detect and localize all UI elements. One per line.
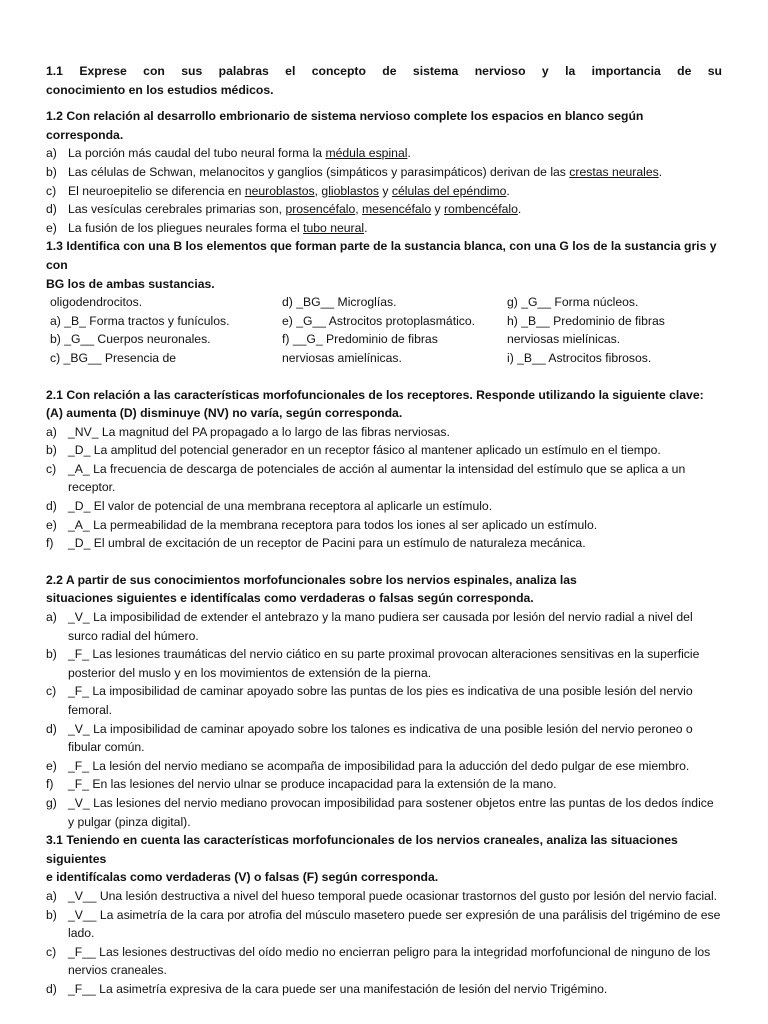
list-item: i) _B__ Astrocitos fibrosos.: [507, 350, 652, 365]
question-2-2-heading-cont: situaciones siguientes e identifícalas como verdaderas o falsas según corresponda.: [46, 591, 534, 606]
question-1-3-columns: [46, 293, 722, 367]
question-1-3-heading-cont: BG los de ambas sustancias.: [46, 276, 215, 291]
list-item: e) La fusión de los pliegues neurales forma el tubo neural.: [46, 220, 368, 235]
list-item: b) Las células de Schwan, melanocitos y ganglios (simpáticos y parasimpáticos) derivan de las crestas neurales.: [46, 164, 663, 179]
question-1-1-line1: 1.1 Exprese con sus palabras el concepto de sistema nervioso y la importancia de su: [46, 64, 722, 78]
list-item: c) _F__ Las lesiones destructivas del oído medio no encierran peligro para la integridad morfofuncional de ninguno de los nervios craneales.: [46, 944, 711, 978]
question-1-3-heading: 1.3 Identifica con una B los elementos que forman parte de la sustancia blanca, con una G los de la sustancia gris y con: [46, 239, 717, 272]
list-item: b) _G__ Cuerpos neuronales.: [50, 332, 211, 347]
list-item: a) _NV_ La magnitud del PA propagado a lo largo de las fibras nerviosas.: [46, 424, 450, 439]
list-item: e) _A_ La permeabilidad de la membrana receptora para todos los iones al ser aplicado un estímulo.: [46, 517, 598, 532]
list-item: c) _F_ La imposibilidad de caminar apoyado sobre las puntas de los pies es indicativa de una posible lesión del nervio femoral.: [46, 684, 693, 717]
question-1-2-list: [46, 144, 722, 237]
list-item: nerviosas mielínicas.: [507, 332, 621, 347]
question-2-2-heading: 2.2 A partir de sus conocimientos morfofuncionales sobre los nervios espinales, analiza las: [46, 572, 577, 587]
list-item: e) _G__ Astrocitos protoplasmático.: [282, 313, 476, 328]
list-item: d) _BG__ Microglías.: [282, 295, 397, 310]
question-3-1-heading-cont: e identifícalas como verdaderas (V) o falsas (F) según corresponda.: [46, 870, 439, 885]
list-item: g) _G__ Forma núcleos.: [507, 295, 639, 310]
section-2-1: [46, 386, 722, 553]
question-2-1-key: (A) aumenta (D) disminuye (NV) no varía, según corresponda.: [46, 406, 403, 421]
section-1-1: [46, 62, 722, 99]
list-item: b) _D_ La amplitud del potencial generador en un receptor fásico al mantener aplicado un estímulo en el tiempo.: [46, 443, 661, 458]
list-item: b) _F_ Las lesiones traumáticas del nervio ciático en su parte proximal provocan alteraciones sensitivas en la superficie posterior del muslo y en los movimientos de extensión de la pierna.: [46, 647, 700, 680]
column-1: [46, 293, 278, 367]
question-3-1-heading: 3.1 Teniendo en cuenta las características morfofuncionales de los nervios craneales, analiza las situaciones siguientes: [46, 833, 678, 866]
list-item: d) _V_ La imposibilidad de caminar apoyado sobre los talones es indicativa de una posible lesión del nervio peroneo o fibular común.: [46, 721, 693, 755]
list-item: oligodendrocitos.: [50, 295, 143, 310]
question-1-1-line2: conocimiento en los estudios médicos.: [46, 82, 274, 97]
column-3: [503, 293, 722, 367]
list-item: f) _F_ En las lesiones del nervio ulnar se produce incapacidad para la extensión de la mano.: [46, 777, 557, 792]
question-2-1-list: [46, 423, 722, 553]
section-2-2: [46, 571, 722, 831]
list-item: d) _D_ El valor de potencial de una membrana receptora al aplicarle un estímulo.: [46, 499, 493, 514]
list-item: f) __G_ Predominio de fibras: [282, 332, 438, 347]
list-item: f) _D_ El umbral de excitación de un receptor de Pacini para un estímulo de naturaleza mecánica.: [46, 536, 586, 551]
list-item: a) La porción más caudal del tubo neural forma la médula espinal.: [46, 146, 411, 161]
list-item: a) _V__ Una lesión destructiva a nivel del hueso temporal puede ocasionar trastornos del gusto por lesión del nervio facial.: [46, 888, 718, 903]
list-item: g) _V_ Las lesiones del nervio mediano provocan imposibilidad para sostener objetos entre las puntas de los dedos índice y pulgar (pinza digital).: [46, 795, 714, 829]
list-item: nerviosas amielínicas.: [282, 350, 402, 365]
section-3-1: [46, 831, 722, 998]
list-item: b) _V__ La asimetría de la cara por atrofia del músculo masetero puede ser expresión de una parálisis del trigémino de ese lado.: [46, 907, 721, 941]
question-2-2-list: [46, 608, 722, 831]
list-item: d) _F__ La asimetría expresiva de la cara puede ser una manifestación de lesión del nervio Trigémino.: [46, 981, 608, 996]
section-1-3: [46, 237, 722, 367]
list-item: c) _A_ La frecuencia de descarga de potenciales de acción al aumentar la intensidad del estímulo que se aplica a un receptor.: [46, 461, 686, 495]
list-item: c) _BG__ Presencia de: [50, 350, 177, 365]
list-item: e) _F_ La lesión del nervio mediano se acompaña de imposibilidad para la aducción del dedo pulgar de ese miembro.: [46, 758, 690, 773]
question-1-2-heading: 1.2 Con relación al desarrollo embrionario de sistema nervioso complete los espacios en blanco según corresponda.: [46, 109, 644, 142]
section-1-2: [46, 107, 722, 237]
list-item: a) _V_ La imposibilidad de extender el antebrazo y la mano pudiera ser causada por lesión del nervio radial a nivel del surco radial del húmero.: [46, 610, 693, 643]
list-item: h) _B__ Predominio de fibras: [507, 313, 665, 328]
list-item: d) Las vesículas cerebrales primarias son, prosencéfalo, mesencéfalo y rombencéfalo.: [46, 202, 522, 217]
list-item: c) El neuroepitelio se diferencia en neuroblastos, glioblastos y células del epéndimo.: [46, 183, 510, 198]
column-2: [278, 293, 503, 367]
list-item: a) _B_ Forma tractos y funículos.: [50, 313, 230, 328]
question-3-1-list: [46, 887, 722, 999]
question-2-1-heading: 2.1 Con relación a las características morfofuncionales de los receptores. Responde utilizando la siguiente clave:: [46, 387, 704, 402]
